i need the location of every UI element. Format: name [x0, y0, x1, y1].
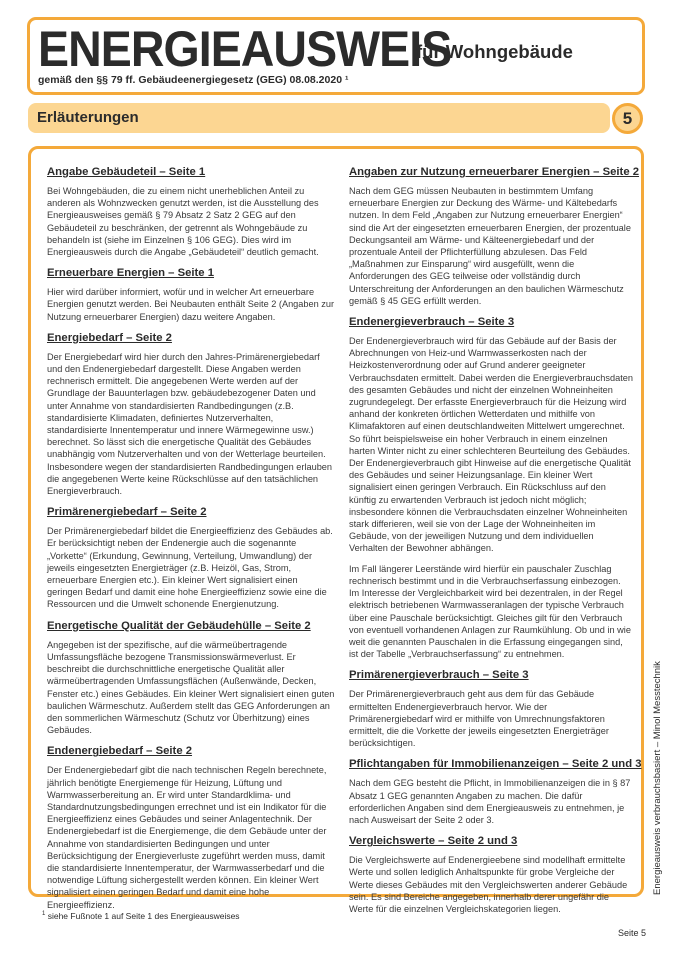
section-body: Hier wird darüber informiert, wofür und in welcher Art erneuerbare Energien genutzt werden. Bei Neubauten enthält Seite 2 (Angaben zur Nutzung erneuerbarer Energien) dazu weitere Angaben. [47, 287, 335, 322]
section-body: Die Vergleichswerte auf Endenergieebene sind modellhaft ermittelte Werte und sollen lediglich Anhaltspunkte für grobe Vergleiche der Werte dieses Gebäudes mit den Vergleichswerten anderer Gebäude sein. Es sind Bereiche angegeben, innerhalb derer ungefähr die Werte für die einzelnen Vergleichskategorien liegen. [349, 855, 628, 914]
section-heading: Endenergiebedarf – Seite 2 [47, 745, 193, 758]
section-nutzung-erneuerbarer-energien [349, 165, 640, 307]
section-body-continued: Im Fall längerer Leerstände wird hierfür ein pauschaler Zuschlag rechnerisch bestimmt und in die Verbrauchserfassung einbezogen. Im Interesse der Vergleichbarkeit wird bei dezentralen, in der Regel elektrisch betriebenen Warmwasseranlagen der typische Verbrauch über eine Pauschale berücksichtigt. Gleiches gilt für den Verbrauch von eventuell vorhandenen Anlagen zur Raumkühlung. Ob und in wie weit die genannten Pauschalen in die Erfassung eingegangen sind, ist der Tabelle „Verbrauchserfassung“ zu entnehmen. [349, 563, 631, 660]
section-heading: Primärenergiebedarf – Seite 2 [47, 506, 207, 519]
section-body: Nach dem GEG müssen Neubauten in bestimmtem Umfang erneuerbare Energien zur Deckung des Wärme- und Kältebedarfs nutzen. In dem Feld „Angaben zur Nutzung erneuerbarer Energien“ sind die Art der eingesetzten erneuerbaren Energien, der prozentuale Deckungsanteil am Wärme- und Kälteenergiebedarf und der prozentuale Anteil der Pflichterfüllung abzulesen. Das Feld „Maßnahmen zur Einsparung“ wird ausgefüllt, wenn die Anforderungen des GEG teilweise oder vollständig durch Unterschreitung der Anforderungen an den baulichen Wärmeschutz gemäß § 45 GEG erfüllt werden. [349, 186, 631, 306]
right-column [349, 165, 642, 923]
section-heading: Vergleichswerte – Seite 2 und 3 [349, 835, 518, 848]
title-main: ENERGIEAUSWEIS [38, 21, 452, 77]
footnote-text: siehe Fußnote 1 auf Seite 1 des Energieausweises [47, 911, 240, 921]
page-number-badge: 5 [612, 103, 643, 134]
vertical-side-label: Energieausweis verbrauchsbasiert – Minol Messtechnik [652, 661, 663, 895]
section-heading: Energiebedarf – Seite 2 [47, 331, 172, 344]
section-energiebedarf [47, 331, 335, 497]
section-heading: Erneuerbare Energien – Seite 1 [47, 267, 215, 280]
section-heading: Pflichtangaben für Immobilienanzeigen – Seite 2 und 3 [349, 758, 642, 771]
left-column [47, 165, 335, 919]
legal-basis-subtitle: gemäß den §§ 79 ff. Gebäudeenergiegesetz (GEG) 08.08.2020 ¹ [38, 74, 349, 86]
section-heading: Angabe Gebäudeteil – Seite 1 [47, 166, 206, 178]
section-vergleichswerte [349, 834, 633, 915]
title-suffix: für Wohngebäude [416, 41, 573, 62]
section-endenergiebedarf [47, 744, 335, 910]
section-gebaeudeteil [47, 165, 335, 258]
section-body: Der Primärenergiebedarf bildet die Energieeffizienz des Gebäudes ab. Er berücksichtigt neben der Endenergie auch die sogenannte „Vorkette“ (Erkundung, Gewinnung, Verteilung, Umwandlung) der jeweils eingesetzten Energieträger (z.B. Heizöl, Gas, Strom, erneuerbare Energien etc.). Ein kleiner Wert signalisiert einen geringen Bedarf und damit eine hohe Energieeffizienz sowie eine die Ressourcen und die Umwelt schonende Energienutzung. [47, 526, 333, 610]
section-body: Der Energiebedarf wird hier durch den Jahres-Primärenergiebedarf und den Endenergiebedarf dargestellt. Diese Angaben werden rechnerisch ermittelt. Die angegebenen Werte werden auf der Grundlage der Bauunterlagen bzw. gebäudebezogener Daten und unter Annahme von standardisierten Randbedingungen (z.B. standardisierte Klimadaten, definiertes Nutzerverhalten, standardisierte Innentemperatur und innere Wärmegewinne usw.) berechnet. So lässt sich die energetische Qualität des Gebäudes unabhängig vom Nutzerverhalten und von der Wetterlage beurteilen. Insbesondere wegen der standardisierten Randbedingungen erlauben die angegebenen Werte keine Rückschlüsse auf den tatsächlichen Energieverbrauch. [47, 351, 333, 497]
section-primaerenergiebedarf [47, 505, 335, 610]
section-title-bar [28, 103, 610, 133]
section-heading: Endenergieverbrauch – Seite 3 [349, 316, 515, 329]
footnote-marker: 1 [42, 911, 46, 918]
section-erneuerbare-energien [47, 266, 335, 323]
document-header [27, 17, 645, 95]
section-primaerenergieverbrauch [349, 668, 633, 749]
explanations-box [28, 146, 644, 914]
section-body: Der Endenergieverbrauch wird für das Gebäude auf der Basis der Abrechnungen von Heiz-und Warmwasserkosten nach der Heizkostenverordnung oder auf Grund anderer geeigneter Verbrauchsdaten ermittelt. Dabei werden die Energieverbrauchsdaten des gesamten Gebäudes und nicht der einzelnen Wohneinheiten zugrundegelegt. Der erfasste Energieverbrauch für die Heizung wird anhand der konkreten örtlichen Wetterdaten und mithilfe von Klimafaktoren auf einen deutschlandweiten Mittelwert umgerechnet. So führt beispielsweise ein hoher Verbrauch in einem einzelnen harten Winter nicht zu einer schlechteren Beurteilung des Gebäudes. Der Endenergieverbrauch gibt Hinweise auf die energetische Qualität des Gebäudes und seiner Heizungsanlage. Ein kleiner Wert signalisiert einen geringen Verbrauch. Ein Rückschluss auf den künftig zu erwartenden Verbrauch ist jedoch nicht möglich; insbesondere können die Verbrauchsdaten einzelner Wohneinheiten stark differieren, weil sie von der Lage der Wohneinheiten im Gebäude, von der jeweiligen Nutzung und dem individuellen Verhalten der Bewohner abhängen. [349, 336, 633, 554]
section-heading: Primärenergieverbrauch – Seite 3 [349, 669, 529, 682]
section-body: Angegeben ist der spezifische, auf die wärmeübertragende Umfassungsfläche bezogene Transmissionswärmeverlust. Er beschreibt die durchschnittliche energetische Qualität aller wärmeübertragenden Umfassungsflächen (Außenwände, Decken, Fenster etc.) eines Gebäudes. Ein kleiner Wert signalisiert einen guten baulichen Wärmeschutz. Außerdem stellt das GEG Anforderungen an den sommerlichen Wärmeschutz (Schutz vor Überhitzung) eines Gebäudes. [47, 639, 335, 736]
section-body: Der Primärenergieverbrauch geht aus dem für das Gebäude ermittelten Endenergieverbrauch hervor. Wie der Primärenergiebedarf wird er mithilfe von Umrechnungsfaktoren ermittelt, die die Vorkette der jeweils eingesetzten Energieträger berücksichtigen. [349, 689, 609, 749]
section-body: Bei Wohngebäuden, die zu einem nicht unerheblichen Anteil zu anderen als Wohnzwecken genutzt werden, ist die Ausstellung des Energieausweises gemäß § 79 Absatz 2 Satz 2 GEG auf den Gebäudeteil zu beschränken, der getrennt als Wohngebäude zu behandeln ist (siehe im Einzelnen § 106 GEG). Dies wird im Energieausweis durch die Angabe „Gebäudeteil“ deutlich gemacht. [47, 186, 319, 258]
section-heading: Angaben zur Nutzung erneuerbarer Energien – Seite 2 [349, 166, 640, 178]
section-pflichtangaben [349, 757, 642, 826]
footnote [42, 911, 240, 921]
section-title: Erläuterungen [37, 109, 139, 126]
section-body: Der Endenergiebedarf gibt die nach technischen Regeln berechnete, jährlich benötigte Energiemenge für Heizung, Lüftung und Warmwasserbereitung an. Er wird unter Standardklima- und Standardnutzungsbedingungen errechnet und ist ein Indikator für die Energieeffizienz eines Gebäudes und seiner Anlagentechnik. Der Endenergiebedarf ist die Energiemenge, die dem Gebäude unter der Annahme von standardisierten Bedingungen und unter Berücksichtigung der Energieverluste zugeführt werden muss, damit die standardisierte Innentemperatur, der Warmwasserbedarf und die notwendige Lüftung sichergestellt werden können. Ein kleiner Wert signalisiert einen geringen Bedarf und damit eine hohe Energieeffizienz. [47, 765, 327, 910]
section-body: Nach dem GEG besteht die Pflicht, in Immobilienanzeigen die in § 87 Absatz 1 GEG genannten Angaben zu machen. Die dafür erforderlichen Angaben sind dem Energieausweis zu entnehmen, je nach Ausweisart der Seite 2 oder 3. [349, 778, 631, 825]
section-endenergieverbrauch [349, 315, 633, 660]
section-heading: Energetische Qualität der Gebäudehülle – Seite 2 [47, 619, 311, 632]
page-label: Seite 5 [617, 928, 646, 938]
section-gebaeudehuelle [47, 619, 335, 737]
